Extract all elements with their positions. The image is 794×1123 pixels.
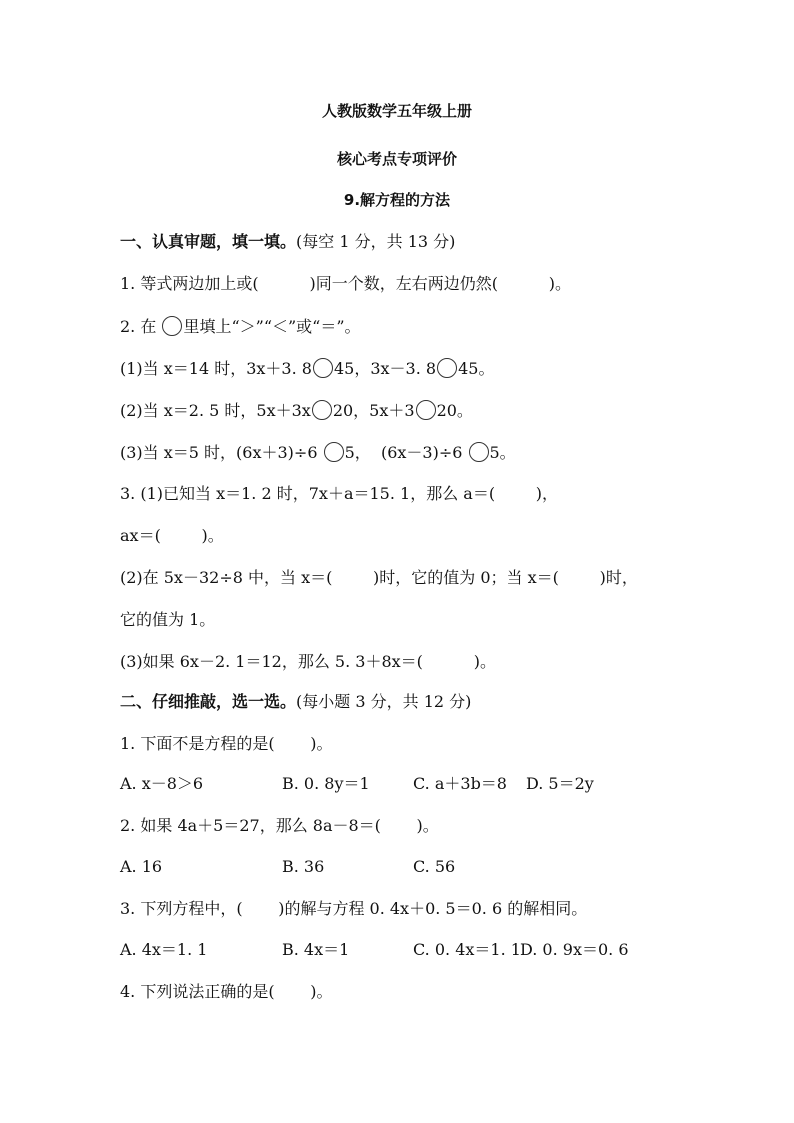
s2-q2: 2. 如果 4a＋5＝27，那么 8a－8＝( )。 — [120, 816, 439, 835]
s2-q2-option-b[interactable]: B. 36 — [282, 857, 325, 876]
s1-q2-pre: 2. 在 — [120, 317, 162, 336]
s1-q2 — [120, 316, 361, 337]
s2-q4: 4. 下列说法正确的是( )。 — [120, 982, 333, 1001]
s1-q1: 1. 等式两边加上或( )同一个数，左右两边仍然( )。 — [120, 274, 572, 293]
s2-q2-option-c[interactable]: C. 56 — [413, 857, 456, 876]
s1-q3b-line1: (2)在 5x－32÷8 中，当 x＝( )时，它的值为 0；当 x＝( )时， — [120, 568, 638, 587]
s2-q1-option-c[interactable]: C. a＋3b＝8 — [413, 774, 507, 793]
section2-heading — [120, 692, 471, 712]
s2-q2-option-a[interactable]: A. 16 — [120, 857, 163, 876]
doc-subtitle: 核心考点专项评价 — [336, 150, 457, 168]
doc-topic: 9.解方程的方法 — [343, 191, 451, 209]
doc-title: 人教版数学五年级上册 — [321, 102, 472, 120]
section2-scoring: (每小题 3 分，共 12 分) — [296, 692, 472, 711]
s1-q2-post: 里填上“＞”“＜”或“＝”。 — [183, 317, 361, 336]
answer-circle-2[interactable] — [437, 358, 457, 378]
s1-q2a-part1: (1)当 x＝14 时，3x＋3. 8 — [120, 359, 312, 378]
s1-q2b — [120, 400, 473, 421]
answer-circle-1[interactable] — [313, 358, 333, 378]
s2-q3-option-b[interactable]: B. 4x＝1 — [282, 940, 350, 959]
s2-q3-option-d[interactable]: D. 0. 9x＝0. 6 — [520, 940, 629, 959]
section1-heading — [120, 232, 455, 252]
s1-q2b-part2: 20，5x＋3 — [332, 401, 415, 420]
s1-q3a-line2: ax＝( )。 — [120, 526, 224, 545]
s2-q1-option-b[interactable]: B. 0. 8y＝1 — [282, 774, 370, 793]
s2-q3-option-a[interactable]: A. 4x＝1. 1 — [120, 940, 208, 959]
s2-q1: 1. 下面不是方程的是( )。 — [120, 734, 333, 753]
answer-circle-4[interactable] — [416, 400, 436, 420]
s1-q2b-part1: (2)当 x＝2. 5 时，5x＋3x — [120, 401, 311, 420]
s1-q2a — [120, 358, 494, 379]
s2-q3: 3. 下列方程中，( )的解与方程 0. 4x＋0. 5＝0. 6 的解相同。 — [120, 899, 588, 918]
answer-circle-6[interactable] — [469, 442, 489, 462]
s1-q3a-line1: 3. (1)已知当 x＝1. 2 时，7x＋a＝15. 1，那么 a＝( )， — [120, 484, 558, 503]
compare-circle-icon — [162, 316, 182, 336]
answer-circle-5[interactable] — [324, 442, 344, 462]
s1-q2c-part3: 5。 — [489, 443, 516, 462]
s1-q3b-line2: 它的值为 1。 — [120, 610, 216, 629]
s1-q2c — [120, 442, 516, 463]
s1-q2a-part2: 45，3x－3. 8 — [333, 359, 437, 378]
answer-circle-3[interactable] — [312, 400, 332, 420]
s1-q2c-part1: (3)当 x＝5 时，(6x＋3)÷6 — [120, 443, 323, 462]
s2-q1-option-a[interactable]: A. x－8＞6 — [120, 774, 204, 793]
section1-title: 一、认真审题，填一填。 — [120, 232, 297, 251]
s2-q1-option-d[interactable]: D. 5＝2y — [526, 774, 594, 793]
s1-q2a-part3: 45。 — [458, 359, 495, 378]
s2-q3-option-c[interactable]: C. 0. 4x＝1. 1 — [413, 940, 521, 959]
s1-q3c: (3)如果 6x－2. 1＝12，那么 5. 3＋8x＝( )。 — [120, 652, 497, 671]
section1-scoring: (每空 1 分，共 13 分) — [296, 232, 456, 251]
section2-title: 二、仔细推敲，选一选。 — [120, 692, 297, 711]
s1-q2b-part3: 20。 — [436, 401, 473, 420]
s1-q2c-part2: 5， (6x－3)÷6 — [344, 443, 468, 462]
